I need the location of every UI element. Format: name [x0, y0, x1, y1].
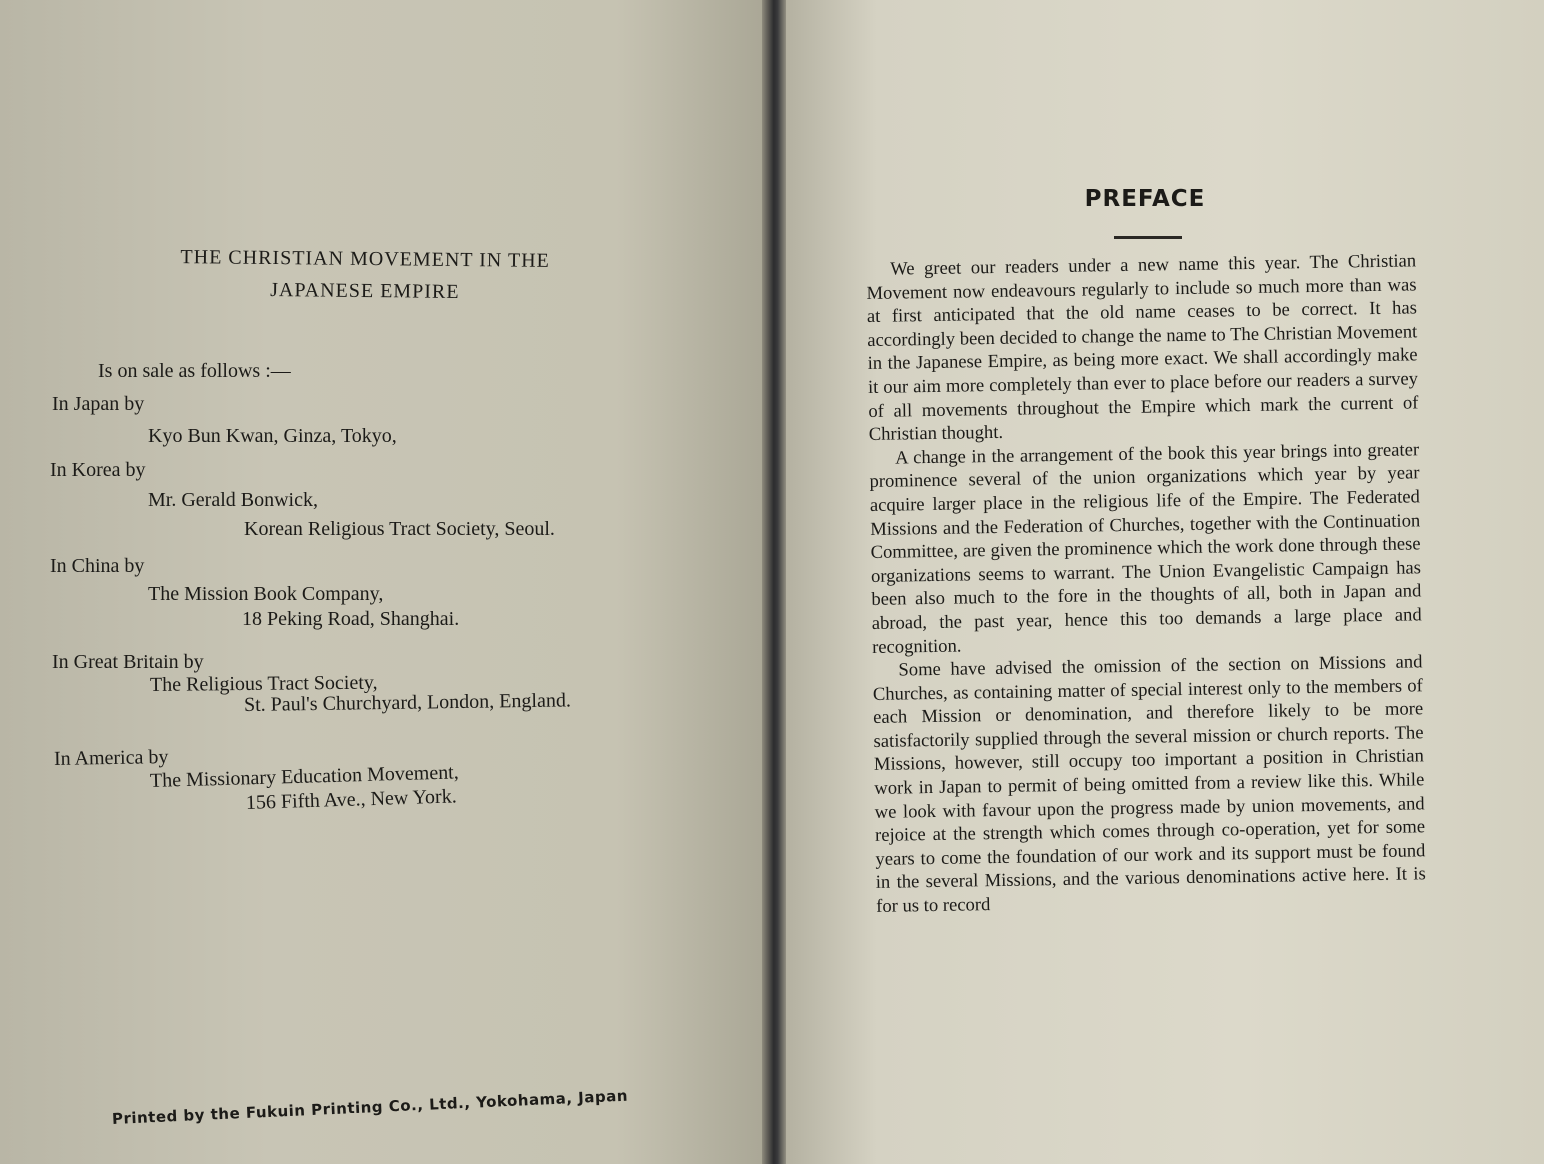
preface-paragraph-1: We greet our readers under a new name this year. The Christian Movement now endeavours regularly to include so much more than was at first anticipated that the old name ceases to be correct. It has accordingly been decided to change the name to The Christian Movement in the Japanese Empire, as being more exact. We shall accordingly make it our aim more completely than ever to place before our readers a survey of all movements throughout the Empire which mark the current of Christian thought. — [866, 250, 1419, 446]
distribution-title-line1: THE CHRISTIAN MOVEMENT IN THE — [180, 246, 550, 272]
region-america: In America by — [53, 746, 169, 770]
sale-intro: Is on sale as follows :— — [98, 360, 291, 382]
seller-great-britain: The Religious Tract Society, — [149, 671, 378, 696]
region-japan: In Japan by — [52, 393, 145, 415]
left-page — [0, 0, 770, 1164]
book-gutter — [762, 0, 788, 1164]
distribution-title — [120, 240, 611, 309]
address-america: 156 Fifth Ave., New York. — [245, 785, 457, 814]
preface-paragraph-3: Some have advised the omission of the section on Missions and Churches, as containing matter of special interest only to the members of each Mission or denomination, and therefore likely to be more satisfactorily supplied through the several mission or church reports. The Missions, however, still occupy too important a position in Christian work in Japan to permit of being omitted from a review like this. While we look with favour upon the progress made by union movements, and rejoice at the strength which comes through co-operation, yet for some years to come the foundation of our work and its support must be found in the several Missions, and the various denominations active here. It is for us to record — [872, 651, 1426, 917]
region-china: In China by — [50, 555, 145, 577]
region-great-britain: In Great Britain by — [52, 651, 204, 673]
preface-body — [866, 249, 1426, 918]
preface-heading: PREFACE — [1084, 186, 1206, 212]
address-great-britain: St. Paul's Churchyard, London, England. — [243, 689, 572, 716]
preface-paragraph-2: A change in the arrangement of the book this year brings into greater prominence several of the union organizations which year by year acquire larger place in the religious life of the Empire. The Federated Missions and the Federation of Churches, together with the Continuation Committee, are given the prominence which the work done through these organizations seems to warrant. The Union Evangelistic Campaign has been also much to the fore in the thoughts of all, both in Japan and abroad, the past year, hence this too demands a large place and recognition. — [869, 439, 1422, 658]
seller-japan: Kyo Bun Kwan, Ginza, Tokyo, — [148, 425, 397, 447]
address-china: 18 Peking Road, Shanghai. — [242, 608, 460, 630]
seller-america: The Missionary Education Movement, — [149, 761, 460, 792]
printer-imprint: Printed by the Fukuin Printing Co., Ltd., Yokohama, Japan — [111, 1086, 629, 1128]
heading-rule — [1114, 236, 1182, 239]
seller-china: The Mission Book Company, — [148, 583, 384, 605]
region-korea: In Korea by — [50, 459, 146, 481]
seller-korea: Mr. Gerald Bonwick, — [148, 489, 318, 511]
distribution-title-line2: JAPANESE EMPIRE — [270, 279, 460, 303]
address-korea: Korean Religious Tract Society, Seoul. — [244, 518, 555, 540]
